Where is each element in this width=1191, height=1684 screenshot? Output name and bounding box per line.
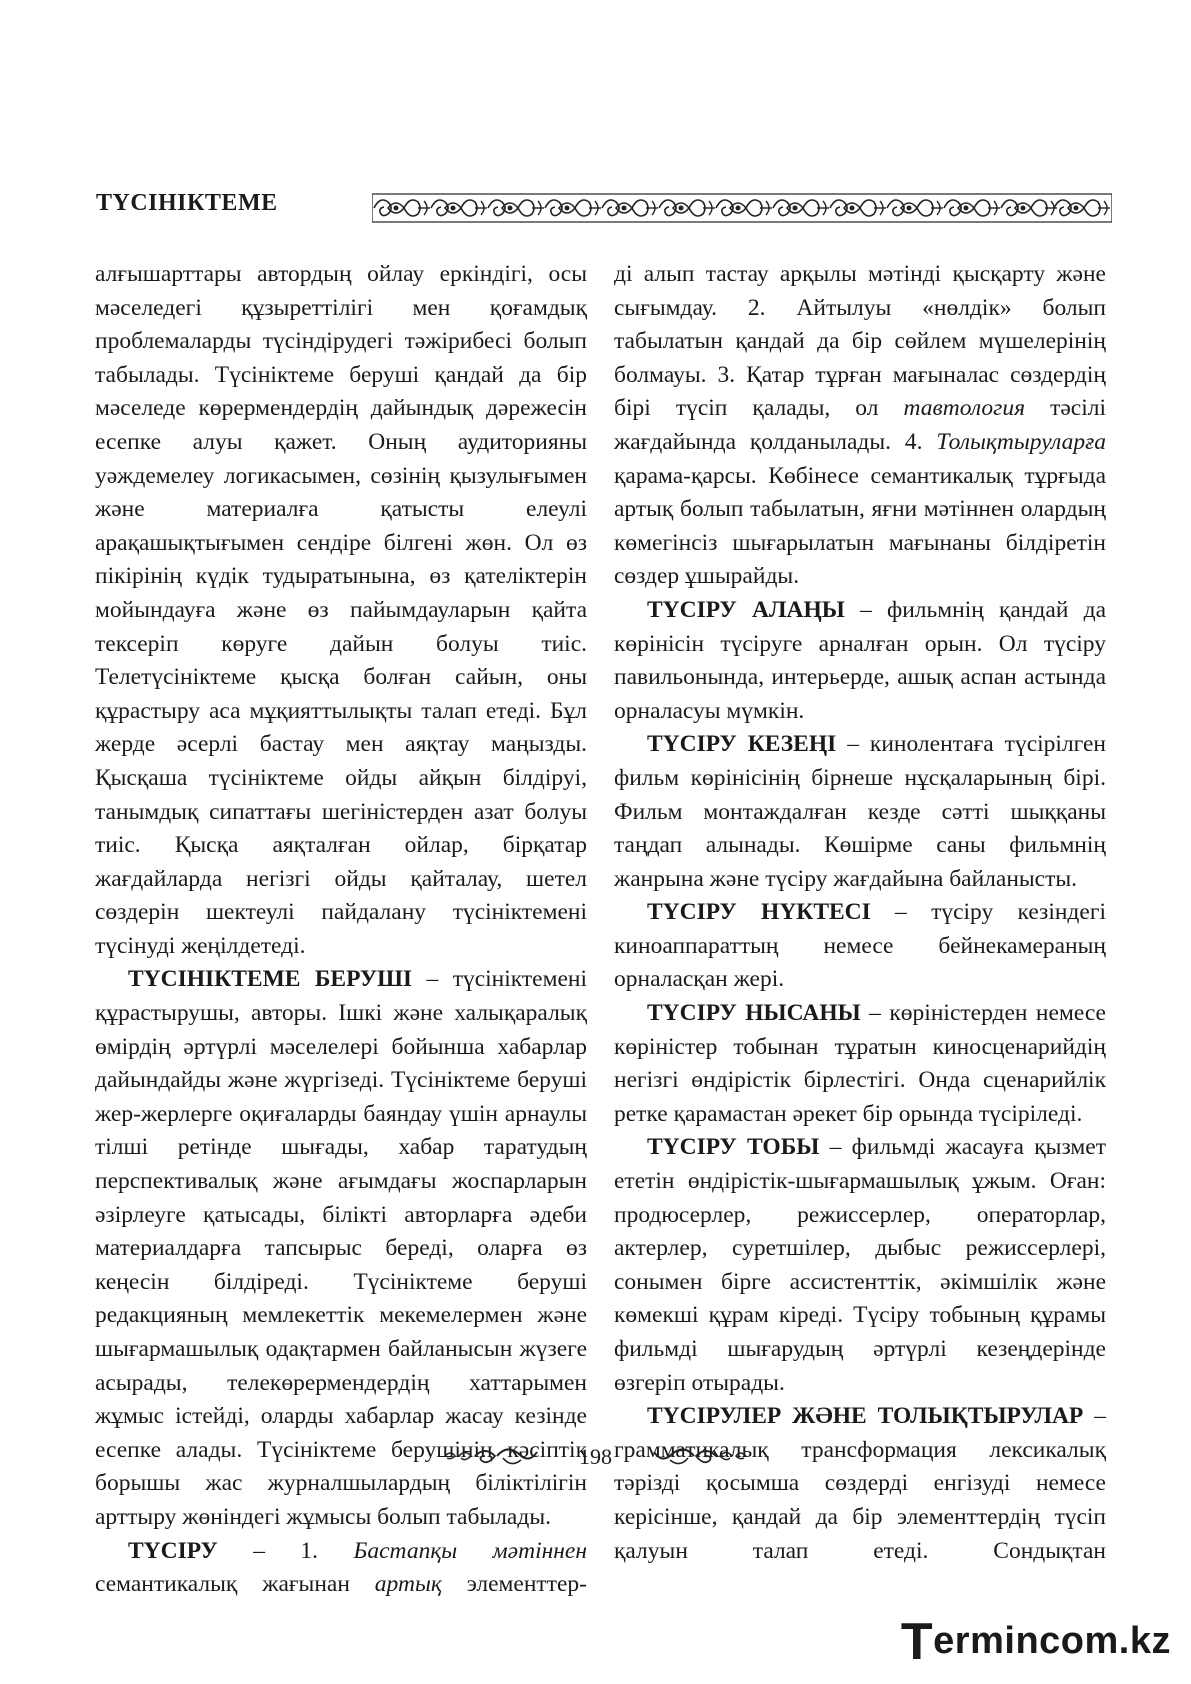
entry-term: ТҮСІРУ НҮКТЕСІ <box>647 899 871 926</box>
entry-tusiruler-zhane-tolyqtyrular <box>614 1400 1106 1568</box>
footer-ornament-left-icon <box>443 1444 539 1470</box>
page-footer <box>0 1442 1191 1472</box>
entry-definition: – грамматикалық трансформация лексикалық тәрізді қосымша сөздерді енгізуді немесе керісінше, қандай да бір элементтердің түсіп қалуын талап етеді. Сондықтан <box>614 1403 1107 1564</box>
watermark-o: o <box>1060 1620 1085 1662</box>
entry-definition: – түсініктемені құрастырушы, авторы. Ішкі және халықаралық өмірдің әртүрлі мәселелері бойынша хабарлар дайындайды және жүргізеді. Түсініктеме беруші жер-жерлерге оқиғаларды баяндау үшін арнаулы тілші ретінде шығады, хабар таратудың перспективалық және ағымдағы жоспарларын әзірлеуге қатысады, білікті авторларға әдеби материалдарға тапсырыс береді, оларға өз кеңесін білдіреді. Түсініктеме беруші редакцияның мемлекеттік мекемелермен және шығармашылық одақтармен байланысын жүзеге асырады, телекөрермендердің хаттарымен жұмыс істейді, оларды хабарлар жасау кезінде есепке алады. Түсініктеме берушінің кәсіптік борышы жас журналшылардың біліктілігін арттыру жөніндегі жұмысы болып табылады. <box>95 966 587 1530</box>
watermark-initial: T <box>900 1613 934 1671</box>
entry-term: ТҮСІНІКТЕМЕ БЕРУШІ <box>128 966 413 993</box>
entry-definition: – кинолентаға түсірілген фильм көрінісінің бірнеше нұсқаларының бірі. Фильм монтаждалған кезде сәтті шыққаны таңдап алынады. Көшірме саны фильмнің жанрына және түсіру жағдайына байланысты. <box>614 731 1107 892</box>
header-ornament <box>372 192 1112 224</box>
right-column <box>614 258 1106 1568</box>
text-run: ді алып тастау арқылы мәтінді қысқарту және сығымдау. 2. Айтылуы «нөлдік» болып табылатын қандай да бір сөйлем мүшелерінің болмауы. 3. Қатар тұрған мағыналас сөздердің бірі түсіп қалады, ол <box>614 261 1106 422</box>
italic-term: Толықтыруларға <box>936 428 1106 455</box>
entry-tusiru-toby <box>614 1131 1106 1400</box>
entry-term: ТҮСІРУ КЕЗЕҢІ <box>647 731 837 758</box>
left-column <box>95 258 587 1602</box>
entry-tusiru-nysany <box>614 997 1106 1131</box>
entry-term: ТҮСІРУЛЕР ЖӘНЕ ТОЛЫҚТЫРУЛАР <box>647 1403 1084 1430</box>
entry-definition: – фильмнің қандай да көрінісін түсіруге арналған орын. Ол түсіру павильонында, интерьерде, ашық аспан астында орналасуы мүмкін. <box>614 596 1106 724</box>
entry-tusiru-kezeni <box>614 728 1106 896</box>
watermark-logo <box>901 1612 1171 1672</box>
entry-tusiru-alany <box>614 594 1106 728</box>
italic-term: артық <box>374 1571 442 1598</box>
entry-definition: – көріністерден немесе көріністер тобынан тұратын киносценарийдің негізгі өндірістік бірлестігі. Онда сценарийлік ретке қарамастан әрекет бір орында түсіріледі. <box>614 1000 1106 1127</box>
italic-term: тавтология <box>903 395 1026 422</box>
entry-definition: элементтер- <box>441 1571 587 1598</box>
entry-definition: – 1. <box>217 1537 354 1564</box>
entry-definition: – түсіру кезіндегі киноаппараттың немесе бейнекамераның орналасқан жері. <box>614 899 1106 993</box>
entry-term: ТҮСІРУ <box>128 1537 218 1564</box>
text-run: тәсілі жағдайында қолданылады. 4. <box>614 395 1107 455</box>
footer-ornament-right-icon <box>652 1444 748 1470</box>
entry-tusiru <box>95 1535 587 1602</box>
entry-definition: семантикалық жағынан <box>95 1571 375 1598</box>
paragraph-continuation <box>614 258 1106 594</box>
entry-term: ТҮСІРУ НЫСАНЫ <box>647 1000 861 1027</box>
entry-tusiru-nuktesi <box>614 896 1106 997</box>
entry-definition: – фильмді жасауға қызмет ететін өндірістік-шығармашылық ұжым. Оған: продюсерлер, режиссерлер, операторлар, актерлер, суретшілер, дыбыс режиссерлері, сонымен бірге ассистенттік, әкімшілік және көмекші құрам кіреді. Түсіру тобының құрамы фильмді шығарудың әртүрлі кезеңдерінде өзгеріп отырады. <box>614 1134 1106 1396</box>
watermark-tail: m.kz <box>1084 1620 1171 1662</box>
page-number: 198 <box>579 1444 612 1469</box>
text-run: қарама-қарсы. Көбінесе семантикалық тұрғыда артық болып табылатын, яғни мәтіннен олардың көмегінсіз шығарылатын мағынаны білдіретін сөздер ұшырайды. <box>614 462 1106 590</box>
italic-term: Бастапқы мәтіннен <box>353 1537 588 1564</box>
paragraph-continuation: алғышарттары автордың ойлау еркіндігі, осы мәселедегі құзыреттілігі мен қоғамдық проблемаларды түсіндірудегі тәжірибесі болып табылады. Түсініктеме беруші қандай да бір мәселеде көрермендердің дайындық дәрежесін есепке алуы қажет. Оның аудиторияны уәждемелеу логикасымен, сөзінің қызулығымен және материалға қатысты елеулі арақашықтығымен сендіре білгені жөн. Ол өз пікірінің күдік тудыратынына, өз қателіктерін мойындауға және өз пайымдауларын қайта тексеріп көруге дайын болуы тиіс. Телетүсініктеме қысқа болған сайын, оны құрастыру аса мұқияттылықты талап етеді. Бұл жерде әсерлі бастау мен аяқтау маңызды. Қысқаша түсініктеме ойды айқын білдіруі, танымдық сипаттағы шегіністерден азат болуы тиіс. Қысқа аяқталған ойлар, бірқатар жағдайларда негізгі ойды қайталау, шетел сөздерін шектеулі пайдалану түсініктемені түсінуді жеңілдетеді. <box>95 261 587 959</box>
entry-term: ТҮСІРУ ТОБЫ <box>647 1134 820 1161</box>
watermark-text: erminc <box>933 1620 1061 1662</box>
running-title: ТҮСІНІКТЕМЕ <box>96 190 278 216</box>
entry-term: ТҮСІРУ АЛАҢЫ <box>647 596 845 623</box>
